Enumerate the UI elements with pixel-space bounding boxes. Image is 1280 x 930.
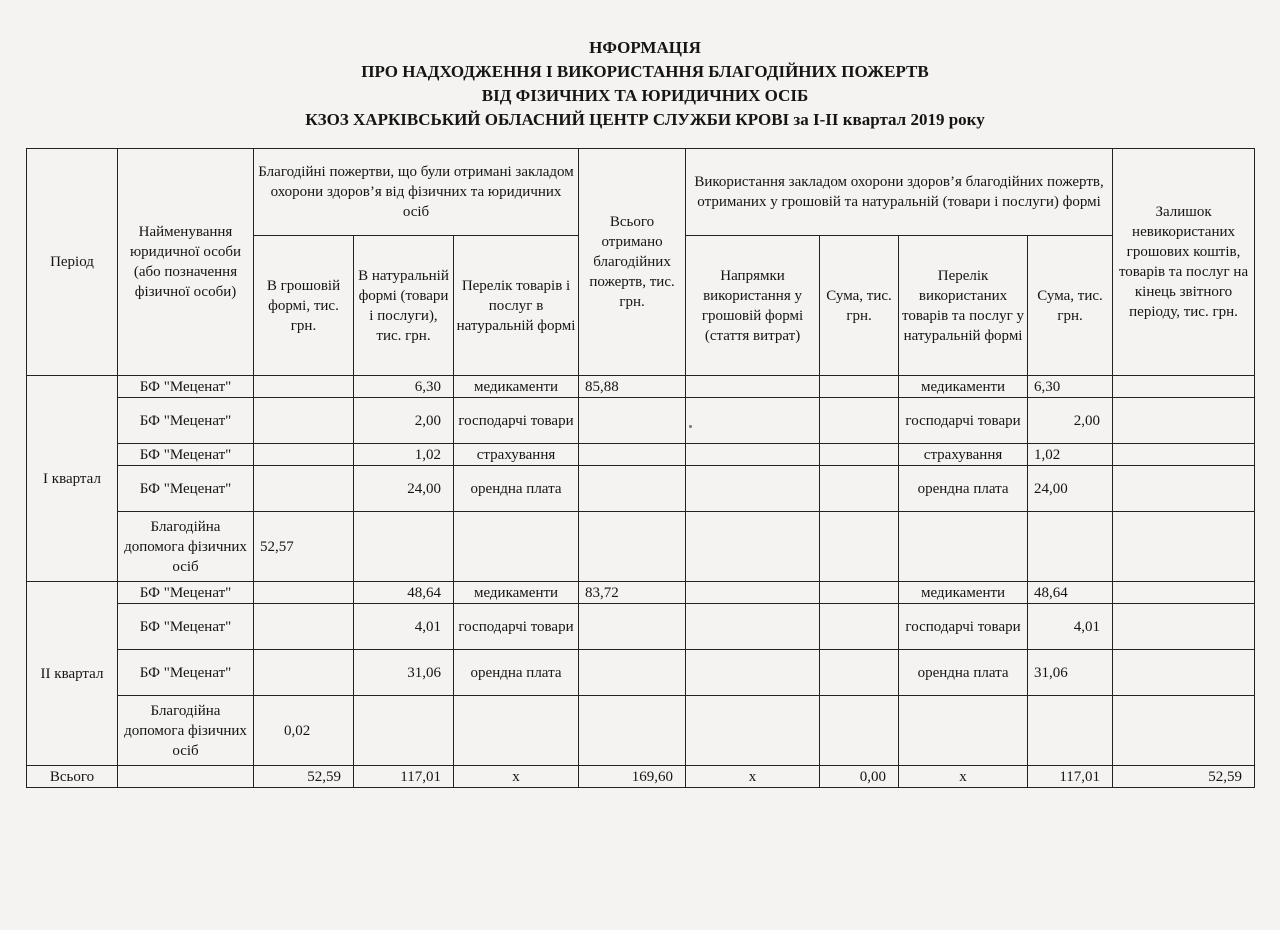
header-usage-direction: Напрямки використання у грошовій формі (стаття витрат) bbox=[686, 236, 820, 376]
sum2-cell: 6,30 bbox=[1028, 376, 1113, 398]
total-cell bbox=[579, 512, 686, 582]
table-row bbox=[27, 696, 1255, 766]
used-goods-cell: господарчі товари bbox=[899, 398, 1028, 444]
scan-speck bbox=[689, 425, 692, 428]
header-usage-sum-1: Сума, тис. грн. bbox=[820, 236, 899, 376]
sum2-cell: 24,00 bbox=[1028, 466, 1113, 512]
in-kind-cell bbox=[354, 696, 454, 766]
in-kind-cell: 2,00 bbox=[354, 398, 454, 444]
header-row-1 bbox=[27, 149, 1255, 236]
totals-sum2: 117,01 bbox=[1028, 766, 1113, 788]
total-cell bbox=[579, 444, 686, 466]
entity-cell: Благодійна допомога фізичних осіб bbox=[118, 512, 254, 582]
header-total-received: Всього отримано благодійних пожертв, тис. грн. bbox=[579, 149, 686, 376]
cash-cell bbox=[254, 444, 354, 466]
cash-cell bbox=[254, 650, 354, 696]
header-cash: В грошовій формі, тис. грн. bbox=[254, 236, 354, 376]
in-kind-cell: 1,02 bbox=[354, 444, 454, 466]
in-kind-cell: 6,30 bbox=[354, 376, 454, 398]
total-cell bbox=[579, 466, 686, 512]
direction-cell bbox=[686, 696, 820, 766]
table-row bbox=[27, 376, 1255, 398]
cash-cell bbox=[254, 582, 354, 604]
totals-row bbox=[27, 766, 1255, 788]
totals-used-goods: x bbox=[899, 766, 1028, 788]
in-kind-cell bbox=[354, 512, 454, 582]
used-goods-cell: медикаменти bbox=[899, 376, 1028, 398]
direction-cell bbox=[686, 398, 820, 444]
totals-in-kind: 117,01 bbox=[354, 766, 454, 788]
sum2-cell bbox=[1028, 696, 1113, 766]
goods-cell bbox=[454, 512, 579, 582]
goods-cell: медикаменти bbox=[454, 582, 579, 604]
sum2-cell: 4,01 bbox=[1028, 604, 1113, 650]
table-row bbox=[27, 650, 1255, 696]
goods-cell: орендна плата bbox=[454, 466, 579, 512]
sum2-cell: 48,64 bbox=[1028, 582, 1113, 604]
remainder-cell bbox=[1113, 696, 1255, 766]
sum2-cell: 31,06 bbox=[1028, 650, 1113, 696]
remainder-cell bbox=[1113, 582, 1255, 604]
total-cell bbox=[579, 398, 686, 444]
header-entity: Найменування юридичної особи (або позначення фізичної особи) bbox=[118, 149, 254, 376]
entity-cell: БФ "Меценат" bbox=[118, 604, 254, 650]
table-row bbox=[27, 582, 1255, 604]
period-cell-q1: І квартал bbox=[27, 376, 118, 582]
table-row bbox=[27, 512, 1255, 582]
used-goods-cell: медикаменти bbox=[899, 582, 1028, 604]
entity-cell: БФ "Меценат" bbox=[118, 466, 254, 512]
totals-goods: x bbox=[454, 766, 579, 788]
entity-cell: БФ "Меценат" bbox=[118, 444, 254, 466]
title-line-2: ПРО НАДХОДЖЕННЯ І ВИКОРИСТАННЯ БЛАГОДІЙНИХ ПОЖЕРТВ bbox=[361, 62, 929, 81]
totals-label: Всього bbox=[27, 766, 118, 788]
total-cell bbox=[579, 696, 686, 766]
goods-cell bbox=[454, 696, 579, 766]
sum1-cell bbox=[820, 650, 899, 696]
table-row bbox=[27, 466, 1255, 512]
in-kind-cell: 24,00 bbox=[354, 466, 454, 512]
cash-cell bbox=[254, 466, 354, 512]
goods-cell: орендна плата bbox=[454, 650, 579, 696]
goods-cell: господарчі товари bbox=[454, 398, 579, 444]
header-remainder: Залишок невикористаних грошових коштів, товарів та послуг на кінець звітного періоду, тис. грн. bbox=[1113, 149, 1255, 376]
sum1-cell bbox=[820, 376, 899, 398]
used-goods-cell: орендна плата bbox=[899, 650, 1028, 696]
direction-cell bbox=[686, 466, 820, 512]
cash-cell: 52,57 bbox=[254, 512, 354, 582]
sum1-cell bbox=[820, 512, 899, 582]
sum2-cell: 2,00 bbox=[1028, 398, 1113, 444]
header-goods-list: Перелік товарів і послуг в натуральній формі bbox=[454, 236, 579, 376]
header-in-kind: В натуральній формі (товари і послуги), тис. грн. bbox=[354, 236, 454, 376]
remainder-cell bbox=[1113, 466, 1255, 512]
total-cell: 83,72 bbox=[579, 582, 686, 604]
cash-cell bbox=[254, 376, 354, 398]
cash-cell: 0,02 bbox=[254, 696, 354, 766]
table-row bbox=[27, 398, 1255, 444]
title-line-3: ВІД ФІЗИЧНИХ ТА ЮРИДИЧНИХ ОСІБ bbox=[481, 86, 809, 105]
table-row bbox=[27, 444, 1255, 466]
total-cell: 85,88 bbox=[579, 376, 686, 398]
title-line-1: НФОРМАЦІЯ bbox=[589, 38, 701, 57]
totals-entity bbox=[118, 766, 254, 788]
cash-cell bbox=[254, 398, 354, 444]
entity-cell: БФ "Меценат" bbox=[118, 650, 254, 696]
goods-cell: страхування bbox=[454, 444, 579, 466]
total-cell bbox=[579, 650, 686, 696]
remainder-cell bbox=[1113, 512, 1255, 582]
sum2-cell: 1,02 bbox=[1028, 444, 1113, 466]
entity-cell: БФ "Меценат" bbox=[118, 376, 254, 398]
in-kind-cell: 48,64 bbox=[354, 582, 454, 604]
header-used-goods-list: Перелік використаних товарів та послуг у натуральній формі bbox=[899, 236, 1028, 376]
remainder-cell bbox=[1113, 376, 1255, 398]
goods-cell: медикаменти bbox=[454, 376, 579, 398]
direction-cell bbox=[686, 582, 820, 604]
remainder-cell bbox=[1113, 650, 1255, 696]
sum1-cell bbox=[820, 696, 899, 766]
used-goods-cell bbox=[899, 512, 1028, 582]
goods-cell: господарчі товари bbox=[454, 604, 579, 650]
title-line-4: КЗОЗ ХАРКІВСЬКИЙ ОБЛАСНИЙ ЦЕНТР СЛУЖБИ КРОВІ за І-ІІ квартал 2019 року bbox=[305, 110, 985, 129]
sum1-cell bbox=[820, 444, 899, 466]
header-usage-sum-2: Сума, тис. грн. bbox=[1028, 236, 1113, 376]
in-kind-cell: 31,06 bbox=[354, 650, 454, 696]
totals-cash: 52,59 bbox=[254, 766, 354, 788]
header-period: Період bbox=[27, 149, 118, 376]
total-cell bbox=[579, 604, 686, 650]
remainder-cell bbox=[1113, 398, 1255, 444]
totals-sum1: 0,00 bbox=[820, 766, 899, 788]
totals-direction: x bbox=[686, 766, 820, 788]
remainder-cell bbox=[1113, 444, 1255, 466]
entity-cell: БФ "Меценат" bbox=[118, 582, 254, 604]
direction-cell bbox=[686, 604, 820, 650]
sum1-cell bbox=[820, 398, 899, 444]
sum1-cell bbox=[820, 466, 899, 512]
document-title bbox=[0, 36, 1280, 132]
used-goods-cell: господарчі товари bbox=[899, 604, 1028, 650]
in-kind-cell: 4,01 bbox=[354, 604, 454, 650]
sum2-cell bbox=[1028, 512, 1113, 582]
sum1-cell bbox=[820, 604, 899, 650]
header-usage-group: Використання закладом охорони здоров’я благодійних пожертв, отриманих у грошовій та натуральній (товари і послуги) формі bbox=[686, 149, 1113, 236]
used-goods-cell: страхування bbox=[899, 444, 1028, 466]
period-cell-q2: ІІ квартал bbox=[27, 582, 118, 766]
entity-cell: Благодійна допомога фізичних осіб bbox=[118, 696, 254, 766]
entity-cell: БФ "Меценат" bbox=[118, 398, 254, 444]
remainder-cell bbox=[1113, 604, 1255, 650]
cash-cell bbox=[254, 604, 354, 650]
donations-table bbox=[26, 148, 1255, 788]
used-goods-cell: орендна плата bbox=[899, 466, 1028, 512]
direction-cell bbox=[686, 512, 820, 582]
direction-cell bbox=[686, 444, 820, 466]
table-row bbox=[27, 604, 1255, 650]
sum1-cell bbox=[820, 582, 899, 604]
used-goods-cell bbox=[899, 696, 1028, 766]
totals-total: 169,60 bbox=[579, 766, 686, 788]
direction-cell bbox=[686, 376, 820, 398]
totals-remainder: 52,59 bbox=[1113, 766, 1255, 788]
header-donations-group: Благодійні пожертви, що були отримані закладом охорони здоров’я від фізичних та юридичних осіб bbox=[254, 149, 579, 236]
direction-cell bbox=[686, 650, 820, 696]
